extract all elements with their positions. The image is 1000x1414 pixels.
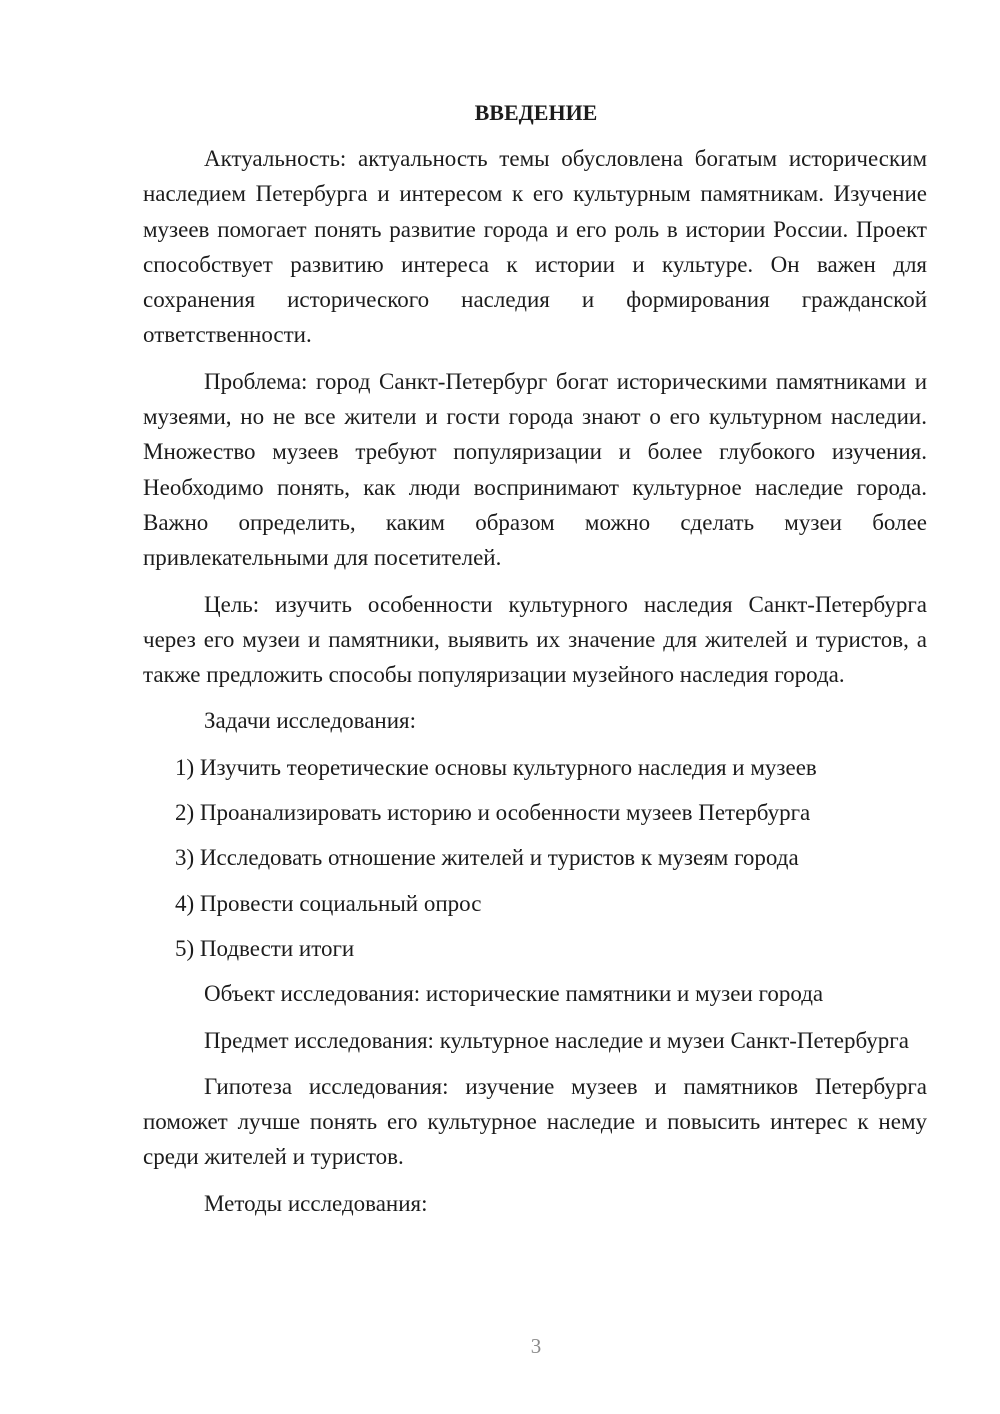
research-subject: Предмет исследования: культурное наследие и музеи Санкт-Петербурга (204, 1027, 909, 1053)
paragraph-problem: Проблема: город Санкт-Петербург богат историческими памятниками и музеями, но не все жители и гости города знают о его культурном наследии. Множество музеев требуют популяризации и более глубокого изучения. Необходимо понять, как люди воспринимают культурное наследие города. Важно определить, каким образом можно сделать музеи более привлекательными для посетителей. (143, 368, 927, 571)
research-hypothesis: Гипотеза исследования: изучение музеев и памятников Петербурга поможет лучше понять его культурное наследие и повысить интерес к нему среди жителей и туристов. (143, 1073, 927, 1170)
page-number: 3 (530, 1334, 542, 1358)
methods-heading: Методы исследования: (204, 1190, 428, 1216)
list-item: 5) Подвести итоги (175, 935, 355, 961)
list-item: 3) Исследовать отношение жителей и туристов к музеям города (175, 845, 799, 871)
tasks-heading: Задачи исследования: (204, 708, 417, 734)
list-item: 4) Провести социальный опрос (175, 890, 482, 916)
list-item: 1) Изучить теоретические основы культурного наследия и музеев (175, 754, 817, 780)
paragraph-relevance: Актуальность: актуальность темы обусловлена богатым историческим наследием Петербурга и интересом к его культурным памятникам. Изучение музеев помогает понять развитие города и его роль в истории России. Проект способствует развитию интереса к истории и культуре. Он важен для сохранения исторического наследия и формирования гражданской ответственности. (143, 146, 927, 348)
tasks-list (143, 750, 927, 966)
list-item: 2) Проанализировать историю и особенности музеев Петербурга (175, 800, 811, 826)
research-object: Объект исследования: исторические памятники и музеи города (204, 981, 824, 1007)
paragraph-goal: Цель: изучить особенности культурного наследия Санкт-Петербурга через его музеи и памятники, выявить их значение для жителей и туристов, а также предложить способы популяризации музейного наследия города. (143, 591, 927, 688)
section-title: ВВЕДЕНИЕ (474, 100, 598, 125)
page-content (143, 95, 927, 1232)
